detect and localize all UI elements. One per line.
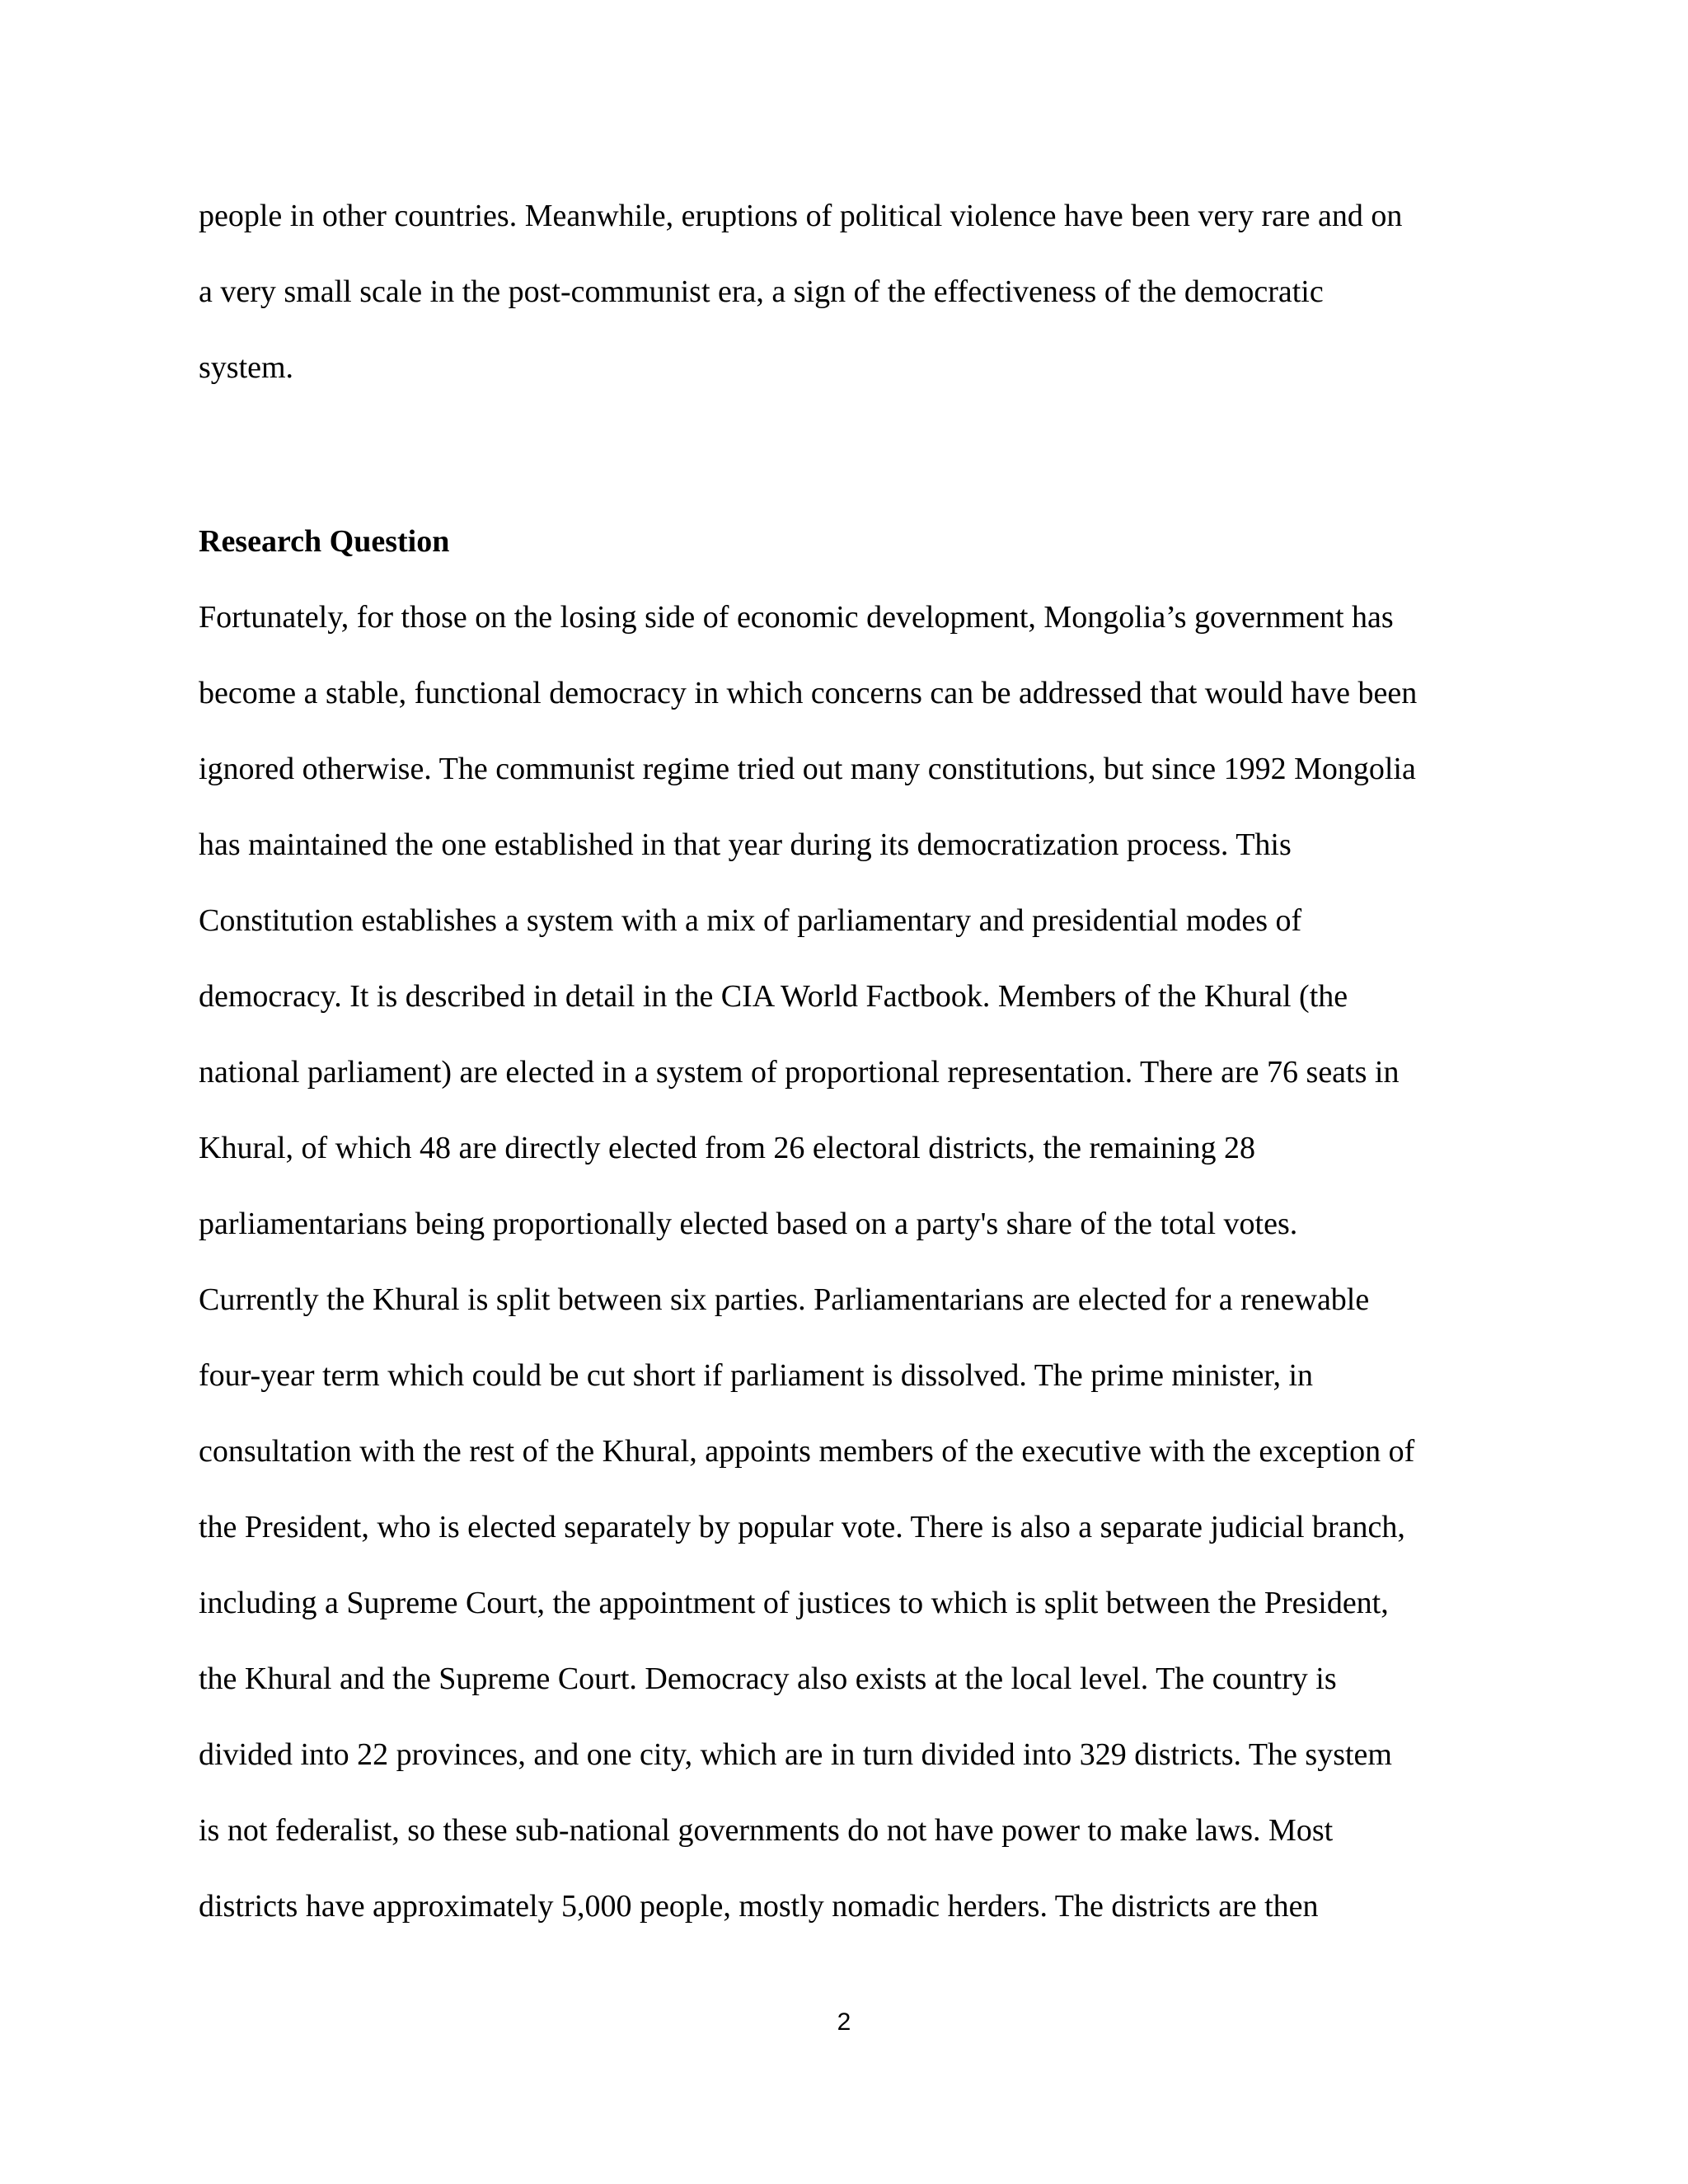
body-line: ignored otherwise. The communist regime tried out many constitutions, but since 1992 Mongolia [199,752,1416,786]
intro-line: people in other countries. Meanwhile, eruptions of political violence have been very rare and on [199,199,1403,233]
body-line: consultation with the rest of the Khural, appoints members of the executive with the exception of [199,1434,1415,1469]
body-line: Currently the Khural is split between six parties. Parliamentarians are elected for a renewable [199,1282,1370,1317]
body-line: parliamentarians being proportionally elected based on a party's share of the total votes. [199,1207,1298,1241]
body-line: has maintained the one established in that year during its democratization process. This [199,827,1292,862]
body-line: democracy. It is described in detail in the CIA World Factbook. Members of the Khural (the [199,979,1348,1014]
section-heading: Research Question [199,524,450,559]
body-line: the Khural and the Supreme Court. Democracy also exists at the local level. The country is [199,1661,1337,1696]
body-line: is not federalist, so these sub-national governments do not have power to make laws. Most [199,1813,1334,1848]
body-line: divided into 22 provinces, and one city, which are in turn divided into 329 districts. The system [199,1737,1392,1772]
body-line: Fortunately, for those on the losing side of economic development, Mongolia’s government has [199,600,1394,635]
page-number: 2 [837,2008,851,2036]
body-line: the President, who is elected separately by popular vote. There is also a separate judicial branch, [199,1510,1405,1544]
body-line: Khural, of which 48 are directly elected from 26 electoral districts, the remaining 28 [199,1131,1256,1165]
intro-line: a very small scale in the post-communist era, a sign of the effectiveness of the democratic [199,274,1324,309]
body-line: districts have approximately 5,000 people, mostly nomadic herders. The districts are then [199,1889,1319,1924]
body-line: four-year term which could be cut short if parliament is dissolved. The prime minister, in [199,1358,1314,1393]
body-line: become a stable, functional democracy in which concerns can be addressed that would have been [199,676,1418,710]
body-line: including a Supreme Court, the appointment of justices to which is split between the President, [199,1586,1389,1620]
intro-line: system. [199,350,294,385]
body-line: Constitution establishes a system with a mix of parliamentary and presidential modes of [199,903,1302,938]
body-line: national parliament) are elected in a system of proportional representation. There are 76 seats in [199,1055,1400,1090]
